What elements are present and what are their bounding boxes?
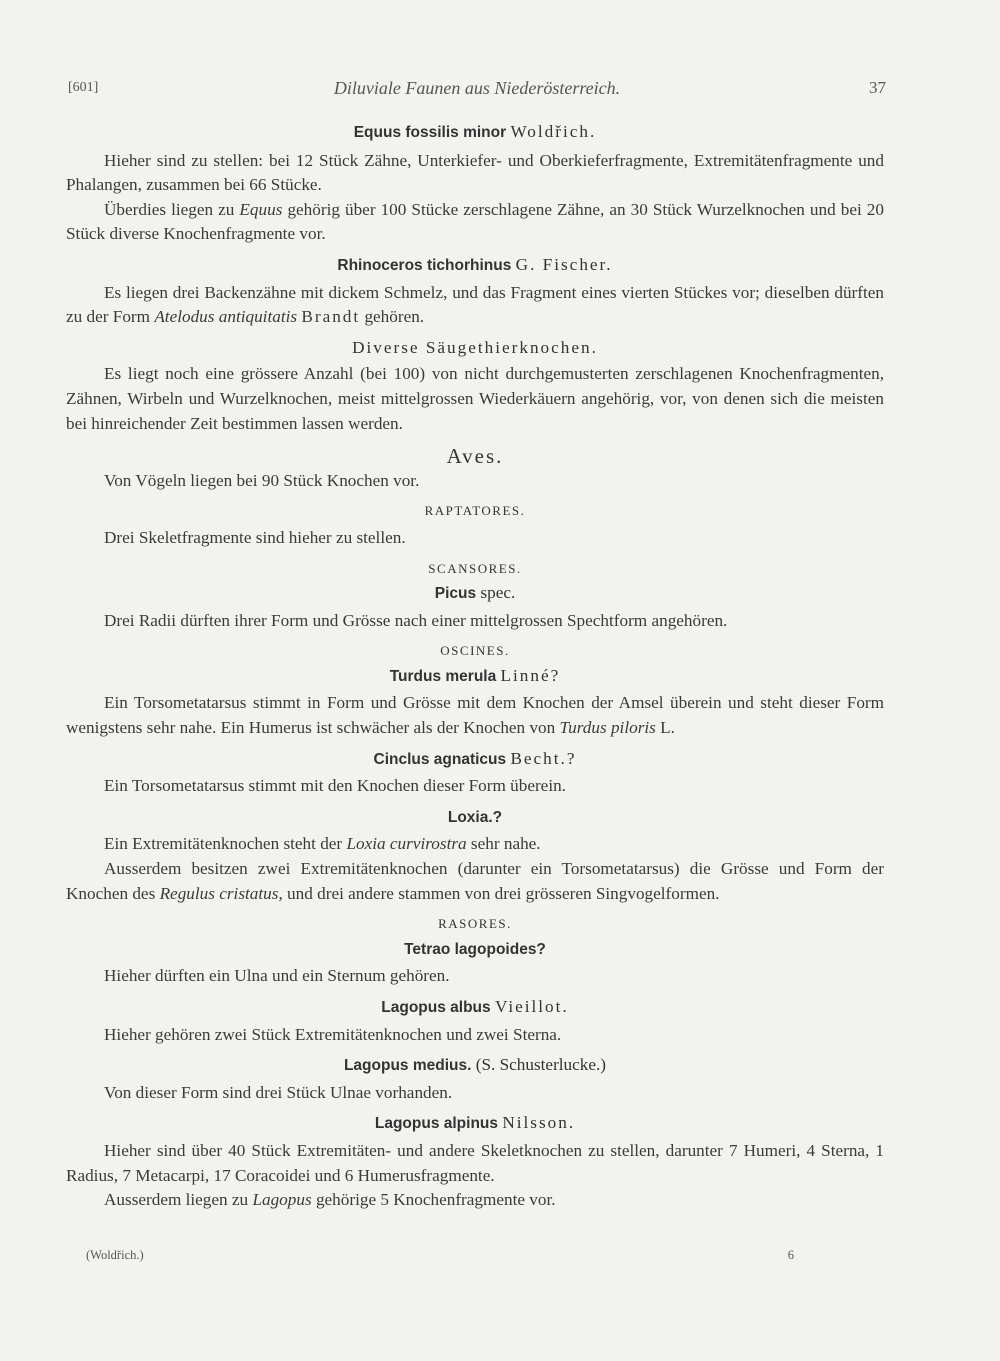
- paragraph: Hieher gehören zwei Stück Extremitätenknochen und zwei Sterna.: [104, 1024, 562, 1044]
- paragraph: Ein Torsometatarsus stimmt mit den Knochen dieser Form überein.: [104, 776, 566, 796]
- heading-scansores: SCANSORES.: [428, 560, 522, 576]
- heading-tetrao: Tetrao lagopoides?: [404, 940, 546, 958]
- paragraph: Es liegt noch eine grössere Anzahl (bei 100) von nicht durchgemusterten zerschlagenen Knochenfragmenten, Zähnen, Wirbeln und Wurzelknochen, meist mittelgrossen Wiederkäuern angehörig, vor, von denen sich die meisten bei hinreichender Zeit bestimmen lassen werden.: [66, 364, 884, 433]
- paragraph: Hieher dürften ein Ulna und ein Sternum gehören.: [104, 966, 450, 986]
- paragraph: Von Vögeln liegen bei 90 Stück Knochen vor.: [104, 470, 420, 490]
- heading-aves: Aves.: [446, 444, 504, 469]
- heading-lagopus-albus: Lagopus albus Vieillot.: [381, 997, 569, 1016]
- paragraph: Hieher sind zu stellen: bei 12 Stück Zähne, Unterkiefer- und Oberkieferfragmente, Extremitätenfragmente und Phalangen, zusammen bei 66 Stücke.: [66, 150, 884, 195]
- heading-rasores: RASORES.: [438, 916, 512, 932]
- header-page-ref: [601]: [68, 80, 99, 95]
- heading-equus: Equus fossilis minor Woldřich.: [353, 122, 597, 141]
- heading-picus: Picus spec.: [434, 583, 516, 603]
- page-footer: [86, 1248, 794, 1263]
- heading-cinclus: Cinclus agnaticus Becht.?: [373, 748, 577, 768]
- heading-oscines: OSCINES.: [440, 643, 510, 659]
- heading-raptatores: RAPTATORES.: [424, 503, 526, 519]
- heading-loxia: Loxia.?: [447, 808, 503, 826]
- heading-lagopus-alpinus: Lagopus alpinus Nilsson.: [374, 1113, 576, 1133]
- heading-rhinoceros: Rhinoceros tichorhinus G. Fischer.: [337, 254, 613, 274]
- paragraph: Drei Radii dürften ihrer Form und Grösse nach einer mittelgrossen Spechtform angehören.: [104, 610, 728, 630]
- paragraph: Ein Torsometatarsus stimmt in Form und Grösse mit dem Knochen der Amsel überein und steht dieser Form wenigstens sehr nahe. Ein Humerus ist schwächer als der Knochen von Turdus piloris L.: [66, 693, 884, 738]
- signature-number: 6: [787, 1248, 794, 1262]
- heading-turdus: Turdus merula Linné?: [389, 665, 561, 685]
- paragraph: Überdies liegen zu Equus gehörig über 100 Stücke zerschlagene Zähne, an 30 Stück Wurzelknochen und bei 20 Stück diverse Knochenfragmente vor.: [66, 199, 884, 244]
- page-body: [66, 120, 884, 1213]
- paragraph: Ein Extremitätenknochen steht der Loxia curvirostra sehr nahe.: [104, 834, 541, 854]
- paragraph: Drei Skeletfragmente sind hieher zu stellen.: [104, 527, 406, 547]
- header-title: Diluviale Faunen aus Niederösterreich.: [333, 78, 621, 98]
- paragraph: Es liegen drei Backenzähne mit dickem Schmelz, und das Fragment eines vierten Stückes vor; dieselben dürften zu der Form Atelodus antiquitatis Brandt gehören.: [66, 282, 884, 327]
- heading-diverse: Diverse Säugethierknochen.: [352, 337, 598, 357]
- paragraph: Ausserdem besitzen zwei Extremitätenknochen (darunter ein Torsometatarsus) die Grösse und Form der Knochen des Regulus cristatus, und drei andere stammen von drei grösseren Singvogelformen.: [66, 859, 884, 903]
- paragraph: Ausserdem liegen zu Lagopus gehörige 5 Knochenfragmente vor.: [104, 1190, 556, 1210]
- heading-lagopus-medius: Lagopus medius. (S. Schusterlucke.): [343, 1055, 607, 1075]
- paragraph: Von dieser Form sind drei Stück Ulnae vorhanden.: [104, 1082, 453, 1102]
- paragraph: Hieher sind über 40 Stück Extremitäten- und andere Skeletknochen zu stellen, darunter 7 Humeri, 4 Sterna, 1 Radius, 7 Metacarpi, 17 Coracoidei und 6 Humerusfragmente.: [66, 1140, 884, 1185]
- page-number: 37: [869, 78, 886, 97]
- footer-author: (Woldřich.): [86, 1248, 144, 1262]
